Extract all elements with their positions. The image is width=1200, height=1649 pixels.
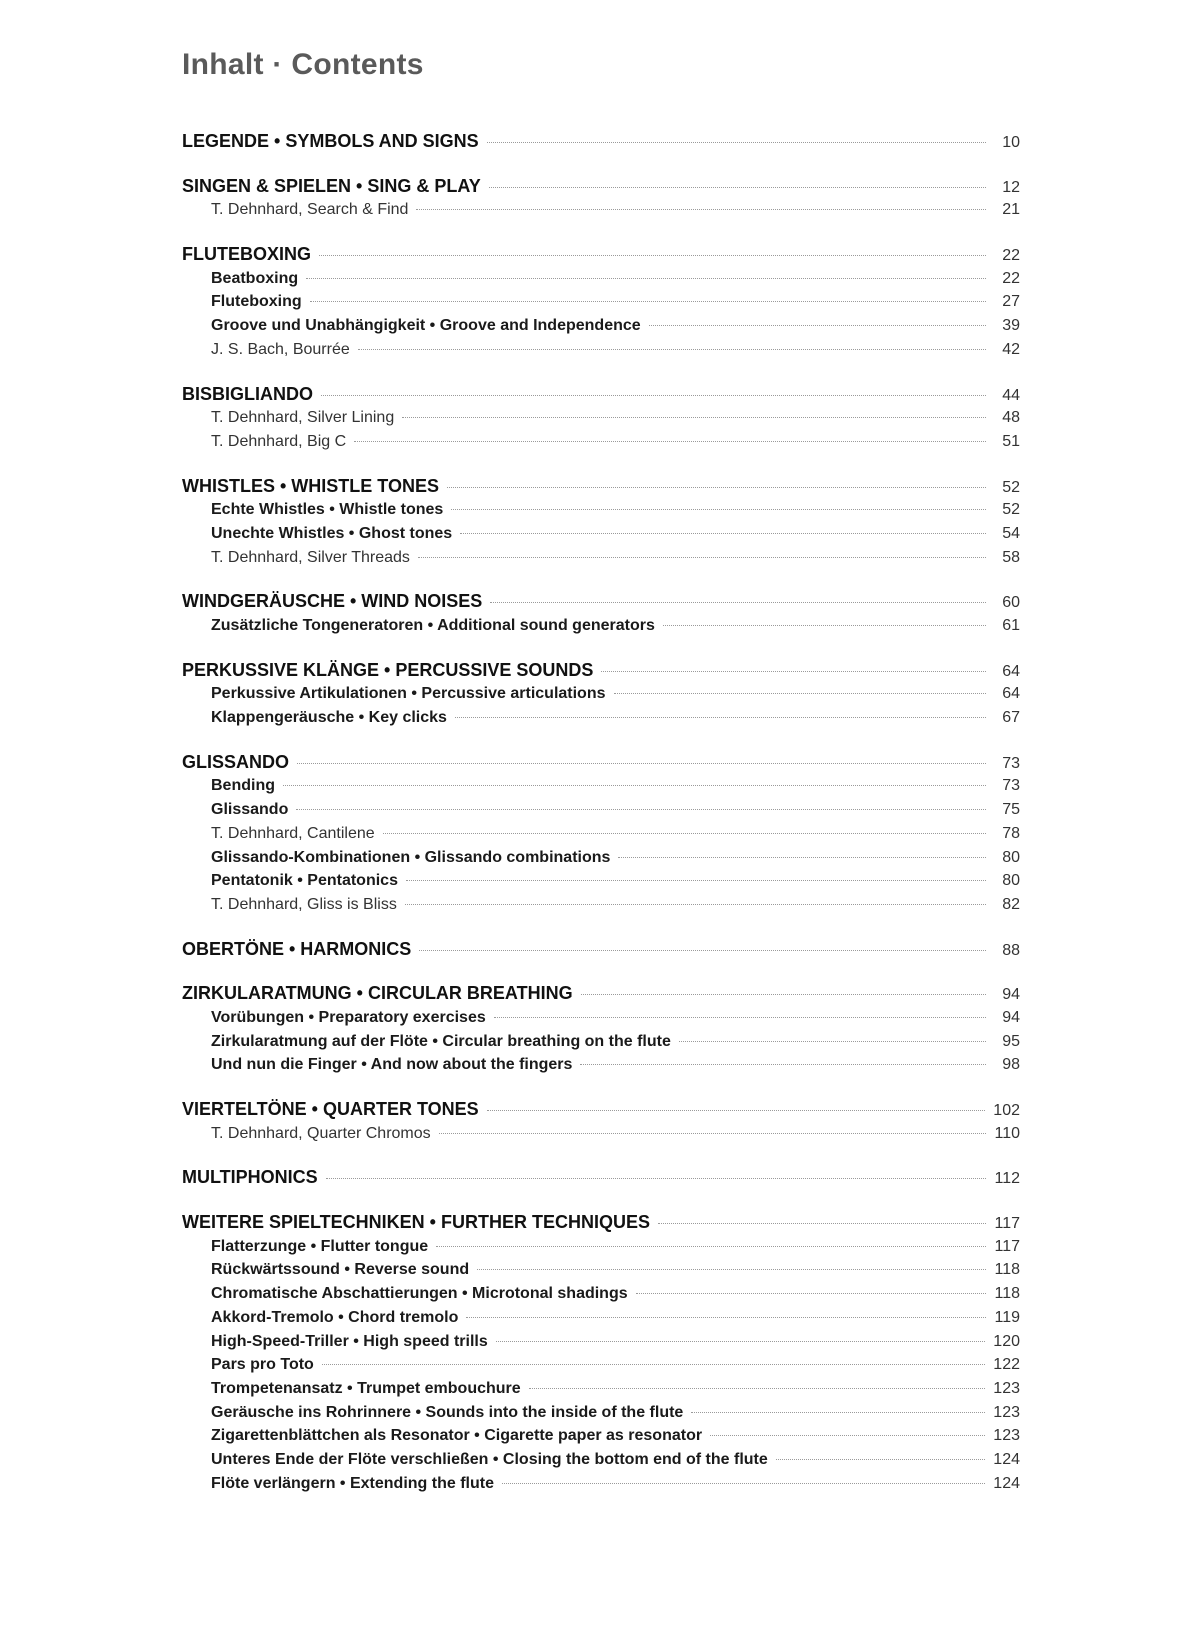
page-number: 118 bbox=[994, 1261, 1020, 1279]
entry-label: Pars pro Toto bbox=[211, 1356, 314, 1374]
page-number: 95 bbox=[1002, 1032, 1020, 1050]
toc-subentry[interactable] bbox=[182, 1353, 1020, 1377]
page-number: 117 bbox=[994, 1237, 1020, 1255]
page-number: 120 bbox=[993, 1332, 1020, 1350]
toc-subentry[interactable] bbox=[182, 546, 1020, 570]
page-number: 27 bbox=[1002, 293, 1020, 311]
table-of-contents bbox=[182, 130, 1020, 1516]
toc-section bbox=[182, 659, 1020, 730]
toc-subentry[interactable] bbox=[182, 1424, 1020, 1448]
toc-subentry[interactable] bbox=[182, 522, 1020, 546]
page-number: 60 bbox=[1002, 594, 1020, 612]
entry-label: T. Dehnhard, Silver Lining bbox=[211, 409, 395, 427]
toc-section bbox=[182, 175, 1020, 222]
toc-subentry[interactable] bbox=[182, 1401, 1020, 1425]
dot-leader bbox=[658, 1223, 986, 1224]
entry-label: Groove und Unabhängigkeit • Groove and Independence bbox=[211, 317, 641, 335]
dot-leader bbox=[614, 693, 987, 694]
entry-label: Flatterzunge • Flutter tongue bbox=[211, 1237, 429, 1255]
page-number: 98 bbox=[1002, 1056, 1020, 1074]
page-number: 21 bbox=[1002, 201, 1020, 219]
page-number: 94 bbox=[1002, 1008, 1020, 1026]
toc-subentry[interactable] bbox=[182, 614, 1020, 638]
dot-leader bbox=[490, 602, 986, 603]
entry-label: GLISSANDO bbox=[182, 751, 290, 772]
dot-leader bbox=[419, 950, 986, 951]
page-number: 48 bbox=[1002, 409, 1020, 427]
page-number: 123 bbox=[993, 1379, 1020, 1397]
page-number: 42 bbox=[1002, 340, 1020, 358]
dot-leader bbox=[496, 1341, 986, 1342]
page-number: 110 bbox=[994, 1124, 1020, 1142]
page-number: 102 bbox=[993, 1102, 1020, 1119]
page-number: 61 bbox=[1002, 617, 1020, 634]
entry-label: Und nun die Finger • And now about the fingers bbox=[211, 1056, 573, 1074]
dot-leader bbox=[502, 1483, 985, 1484]
dot-leader bbox=[649, 325, 986, 326]
dot-leader bbox=[691, 1412, 985, 1413]
dot-leader bbox=[529, 1388, 986, 1389]
toc-section bbox=[182, 982, 1020, 1077]
toc-subentry[interactable] bbox=[182, 1235, 1020, 1259]
toc-section bbox=[182, 938, 1020, 962]
toc-subentry[interactable] bbox=[182, 869, 1020, 893]
page-number: 124 bbox=[993, 1474, 1020, 1492]
toc-subentry[interactable] bbox=[182, 1448, 1020, 1472]
toc-subentry[interactable] bbox=[182, 498, 1020, 522]
toc-chapter-entry[interactable] bbox=[182, 938, 1020, 962]
page-number: 75 bbox=[1002, 801, 1020, 819]
toc-subentry[interactable] bbox=[182, 822, 1020, 846]
entry-label: Rückwärtssound • Reverse sound bbox=[211, 1261, 470, 1279]
page-number: 122 bbox=[993, 1356, 1020, 1374]
dot-leader bbox=[466, 1317, 986, 1318]
entry-label: SINGEN & SPIELEN • SING & PLAY bbox=[182, 175, 481, 196]
toc-chapter-entry[interactable] bbox=[182, 243, 1020, 267]
entry-label: Trompetenansatz • Trumpet embouchure bbox=[211, 1379, 521, 1397]
page-number: 88 bbox=[1002, 941, 1020, 959]
entry-label: PERKUSSIVE KLÄNGE • PERCUSSIVE SOUNDS bbox=[182, 659, 594, 680]
entry-label: WHISTLES • WHISTLE TONES bbox=[182, 475, 439, 496]
dot-leader bbox=[416, 209, 986, 210]
page-number: 123 bbox=[993, 1403, 1020, 1421]
page-number: 119 bbox=[994, 1308, 1020, 1326]
dot-leader bbox=[776, 1459, 986, 1460]
toc-chapter-entry[interactable] bbox=[182, 590, 1020, 614]
dot-leader bbox=[439, 1133, 986, 1134]
page-number: 58 bbox=[1002, 548, 1020, 566]
entry-label: Vorübungen • Preparatory exercises bbox=[211, 1008, 486, 1026]
dot-leader bbox=[402, 417, 986, 418]
toc-chapter-entry[interactable] bbox=[182, 475, 1020, 499]
entry-label: Pentatonik • Pentatonics bbox=[211, 872, 398, 890]
dot-leader bbox=[436, 1246, 986, 1247]
dot-leader bbox=[487, 142, 986, 143]
toc-section bbox=[182, 130, 1020, 154]
entry-label: High-Speed-Triller • High speed trills bbox=[211, 1332, 488, 1350]
dot-leader bbox=[710, 1435, 985, 1436]
dot-leader bbox=[297, 763, 986, 764]
entry-label: VIERTELTÖNE • QUARTER TONES bbox=[182, 1099, 479, 1119]
dot-leader bbox=[460, 533, 986, 534]
toc-subentry[interactable] bbox=[182, 1006, 1020, 1030]
dot-leader bbox=[358, 349, 986, 350]
dot-leader bbox=[418, 557, 986, 558]
toc-subentry[interactable] bbox=[182, 682, 1020, 706]
dot-leader bbox=[618, 857, 986, 858]
dot-leader bbox=[679, 1041, 986, 1042]
dot-leader bbox=[487, 1110, 986, 1111]
entry-label: Zirkularatmung auf der Flöte • Circular breathing on the flute bbox=[211, 1032, 671, 1050]
page-number: 112 bbox=[994, 1170, 1020, 1188]
page-number: 12 bbox=[1002, 178, 1020, 196]
entry-label: Flöte verlängern • Extending the flute bbox=[211, 1474, 494, 1492]
dot-leader bbox=[451, 509, 986, 510]
toc-section bbox=[182, 1166, 1020, 1190]
toc-chapter-entry[interactable] bbox=[182, 1098, 1020, 1122]
toc-section bbox=[182, 383, 1020, 454]
entry-label: Perkussive Artikulationen • Percussive articulations bbox=[211, 685, 606, 703]
entry-label: T. Dehnhard, Big C bbox=[211, 432, 347, 450]
toc-chapter-entry[interactable] bbox=[182, 383, 1020, 407]
entry-label: OBERTÖNE • HARMONICS bbox=[182, 938, 412, 959]
entry-label: Unteres Ende der Flöte verschließen • Closing the bottom end of the flute bbox=[211, 1450, 768, 1468]
toc-subentry[interactable] bbox=[182, 314, 1020, 338]
page-number: 44 bbox=[1002, 386, 1020, 404]
entry-label: Fluteboxing bbox=[211, 293, 302, 311]
entry-label: T. Dehnhard, Search & Find bbox=[211, 201, 409, 219]
dot-leader bbox=[326, 1178, 986, 1179]
dot-leader bbox=[283, 785, 986, 786]
entry-label: Geräusche ins Rohrinnere • Sounds into the inside of the flute bbox=[211, 1403, 684, 1421]
toc-chapter-entry[interactable] bbox=[182, 982, 1020, 1006]
page-number: 80 bbox=[1002, 848, 1020, 866]
page-number: 80 bbox=[1002, 872, 1020, 890]
entry-label: Chromatische Abschattierungen • Microtonal shadings bbox=[211, 1285, 628, 1303]
dot-leader bbox=[319, 255, 986, 256]
toc-section bbox=[182, 243, 1020, 361]
page-number: 22 bbox=[1002, 247, 1020, 265]
page-number: 52 bbox=[1002, 478, 1020, 496]
toc-chapter-entry[interactable] bbox=[182, 130, 1020, 154]
dot-leader bbox=[636, 1293, 986, 1294]
entry-label: BISBIGLIANDO bbox=[182, 383, 314, 404]
toc-subentry[interactable] bbox=[182, 267, 1020, 291]
toc-subentry[interactable] bbox=[182, 1377, 1020, 1401]
toc-chapter-entry[interactable] bbox=[182, 175, 1020, 199]
toc-subentry[interactable] bbox=[182, 290, 1020, 314]
toc-chapter-entry[interactable] bbox=[182, 1166, 1020, 1190]
page-number: 54 bbox=[1002, 524, 1020, 542]
entry-label: Klappengeräusche • Key clicks bbox=[211, 709, 447, 727]
entry-label: Zigarettenblättchen als Resonator • Cigarette paper as resonator bbox=[211, 1427, 703, 1445]
entry-label: T. Dehnhard, Gliss is Bliss bbox=[211, 895, 397, 913]
entry-label: J. S. Bach, Bourrée bbox=[211, 340, 350, 358]
dot-leader bbox=[405, 904, 986, 905]
dot-leader bbox=[663, 625, 986, 626]
toc-subentry[interactable] bbox=[182, 1258, 1020, 1282]
page-number: 82 bbox=[1002, 895, 1020, 913]
page-number: 64 bbox=[1002, 662, 1020, 680]
page-number: 118 bbox=[994, 1285, 1020, 1303]
dot-leader bbox=[310, 301, 986, 302]
page-number: 123 bbox=[993, 1427, 1020, 1445]
entry-label: Beatboxing bbox=[211, 269, 299, 287]
page-title: Inhalt · Contents bbox=[182, 48, 424, 81]
dot-leader bbox=[489, 187, 986, 188]
entry-label: Glissando-Kombinationen • Glissando combinations bbox=[211, 848, 611, 866]
toc-subentry[interactable] bbox=[182, 430, 1020, 454]
dot-leader bbox=[322, 1364, 985, 1365]
dot-leader bbox=[406, 880, 986, 881]
entry-label: Echte Whistles • Whistle tones bbox=[211, 501, 444, 519]
dot-leader bbox=[455, 717, 986, 718]
dot-leader bbox=[296, 809, 986, 810]
page-number: 94 bbox=[1002, 986, 1020, 1004]
entry-label: Unechte Whistles • Ghost tones bbox=[211, 524, 453, 542]
entry-label: T. Dehnhard, Silver Threads bbox=[211, 548, 410, 566]
dot-leader bbox=[447, 487, 986, 488]
entry-label: WEITERE SPIELTECHNIKEN • FURTHER TECHNIQUES bbox=[182, 1212, 650, 1233]
entry-label: Zusätzliche Tongeneratoren • Additional sound generators bbox=[211, 617, 655, 634]
dot-leader bbox=[306, 278, 986, 279]
page-number: 22 bbox=[1002, 269, 1020, 287]
toc-subentry[interactable] bbox=[182, 198, 1020, 222]
dot-leader bbox=[383, 833, 986, 834]
toc-subentry[interactable] bbox=[182, 1030, 1020, 1054]
page-number: 64 bbox=[1002, 685, 1020, 703]
toc-section bbox=[182, 590, 1020, 637]
entry-label: LEGENDE • SYMBOLS AND SIGNS bbox=[182, 131, 479, 151]
toc-subentry[interactable] bbox=[182, 1122, 1020, 1146]
page-number: 73 bbox=[1002, 754, 1020, 772]
page-number: 124 bbox=[993, 1450, 1020, 1468]
toc-subentry[interactable] bbox=[182, 1053, 1020, 1077]
toc-subentry[interactable] bbox=[182, 798, 1020, 822]
page-number: 67 bbox=[1002, 709, 1020, 727]
page-number: 52 bbox=[1002, 501, 1020, 519]
page-number: 78 bbox=[1002, 824, 1020, 842]
toc-chapter-entry[interactable] bbox=[182, 751, 1020, 775]
toc-section bbox=[182, 1211, 1020, 1495]
page-number: 39 bbox=[1002, 317, 1020, 335]
dot-leader bbox=[477, 1269, 986, 1270]
page-number: 117 bbox=[994, 1215, 1020, 1233]
entry-label: WINDGERÄUSCHE • WIND NOISES bbox=[182, 591, 483, 612]
toc-chapter-entry[interactable] bbox=[182, 1211, 1020, 1235]
page-number: 73 bbox=[1002, 777, 1020, 795]
dot-leader bbox=[580, 1064, 986, 1065]
toc-subentry[interactable] bbox=[182, 893, 1020, 917]
toc-section bbox=[182, 475, 1020, 570]
toc-subentry[interactable] bbox=[182, 338, 1020, 362]
entry-label: T. Dehnhard, Quarter Chromos bbox=[211, 1124, 431, 1142]
dot-leader bbox=[321, 395, 986, 396]
toc-subentry[interactable] bbox=[182, 846, 1020, 870]
toc-subentry[interactable] bbox=[182, 1282, 1020, 1306]
page-number: 10 bbox=[1002, 134, 1020, 151]
entry-label: Bending bbox=[211, 777, 275, 795]
entry-label: FLUTEBOXING bbox=[182, 244, 311, 265]
toc-section bbox=[182, 751, 1020, 917]
toc-section bbox=[182, 1098, 1020, 1145]
entry-label: MULTIPHONICS bbox=[182, 1167, 318, 1188]
entry-label: ZIRKULARATMUNG • CIRCULAR BREATHING bbox=[182, 983, 573, 1004]
toc-chapter-entry[interactable] bbox=[182, 659, 1020, 683]
entry-label: T. Dehnhard, Cantilene bbox=[211, 824, 375, 842]
toc-subentry[interactable] bbox=[182, 1306, 1020, 1330]
dot-leader bbox=[601, 671, 986, 672]
dot-leader bbox=[581, 994, 986, 995]
dot-leader bbox=[354, 441, 986, 442]
entry-label: Glissando bbox=[211, 801, 289, 819]
toc-subentry[interactable] bbox=[182, 1472, 1020, 1496]
toc-subentry[interactable] bbox=[182, 406, 1020, 430]
page-number: 51 bbox=[1002, 432, 1020, 450]
toc-subentry[interactable] bbox=[182, 774, 1020, 798]
entry-label: Akkord-Tremolo • Chord tremolo bbox=[211, 1308, 459, 1326]
toc-subentry[interactable] bbox=[182, 1330, 1020, 1354]
dot-leader bbox=[494, 1017, 986, 1018]
toc-subentry[interactable] bbox=[182, 706, 1020, 730]
